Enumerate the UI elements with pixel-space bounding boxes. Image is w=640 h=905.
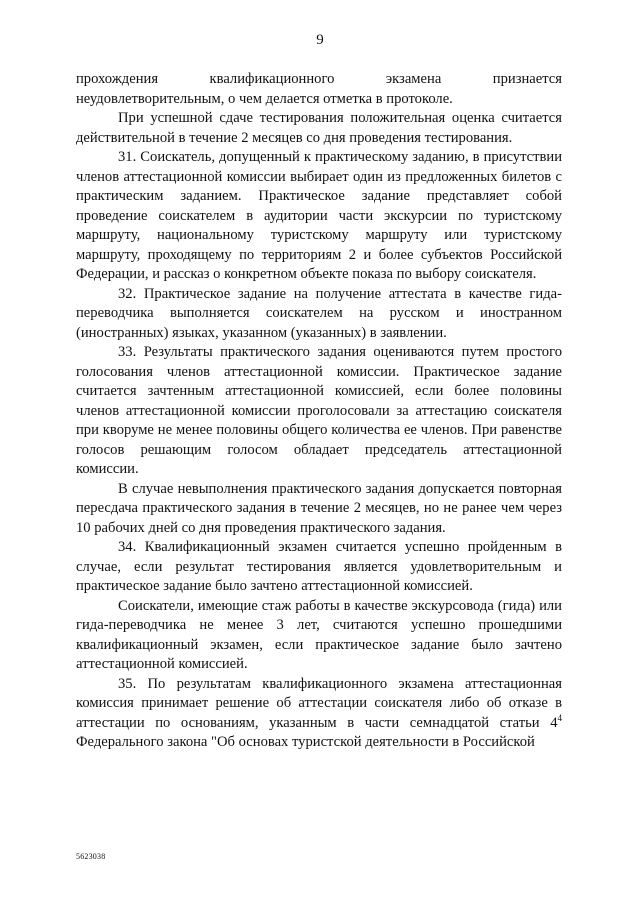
paragraph-retake: В случае невыполнения практического задания допускается повторная пересдача практического задания в течение 2 месяцев, но не ранее чем через 10 рабочих дней со дня проведения практического задания. — [76, 480, 562, 536]
paragraph-continuation: прохождения квалификационного экзамена признается неудовлетворительным, о чем делается отметка в протоколе. — [76, 71, 562, 107]
paragraph-experience: Соискатели, имеющие стаж работы в качестве экскурсовода (гида) или гида-переводчика не менее 3 лет, считаются успешно прошедшими квалификационный экзамен, если практическое задание было зачтено аттестационной комиссией. — [76, 597, 562, 672]
paragraph-32: 32. Практическое задание на получение аттестата в качестве гида-переводчика выполняется соискателем на русском и иностранном (иностранных) языках, указанном (указанных) в заявлении. — [76, 285, 562, 341]
document-body — [76, 70, 562, 753]
paragraph-35 — [76, 675, 562, 753]
paragraph-35-text: 35. По результатам квалификационного экзамена аттестационная комиссия принимает решение об аттестации соискателя либо об отказе в аттестации по основаниям, указанным в части семнадцатой статьи 4 — [76, 675, 562, 731]
paragraph-test-validity: При успешной сдаче тестирования положительная оценка считается действительной в течение 2 месяцев со дня проведения тестирования. — [76, 110, 562, 146]
paragraph-34: 34. Квалификационный экзамен считается успешно пройденным в случае, если результат тестирования является удовлетворительным и практическое задание было зачтено аттестационной комиссией. — [76, 539, 562, 594]
superscript-article: 4 — [557, 712, 562, 723]
page-number: 9 — [316, 32, 324, 48]
document-code: 5623038 — [76, 852, 106, 861]
paragraph-31: 31. Соискатель, допущенный к практическому заданию, в присутствии членов аттестационной комиссии выбирает один из предложенных билетов с практическим заданием. Практическое задание представляет собой проведение соискателем в аудитории части экскурсии по туристскому маршруту, национальному туристскому маршруту или туристскому маршруту, проходящему по территориям 2 и более субъектов Российской Федерации, и рассказ о конкретном объекте показа по выбору соискателя. — [76, 149, 562, 282]
paragraph-35-continuation: Федерального закона "Об основах туристской деятельности в Российской — [76, 734, 535, 750]
paragraph-33: 33. Результаты практического задания оцениваются путем простого голосования членов аттестационной комиссии. Практическое задание считается зачтенным аттестационной комиссией, если более половины членов аттестационной комиссии проголосовали за аттестацию соискателя при кворуме не менее половины общего количества ее членов. При равенстве голосов решающим голосом обладает председатель аттестационной комиссии. — [76, 344, 562, 477]
